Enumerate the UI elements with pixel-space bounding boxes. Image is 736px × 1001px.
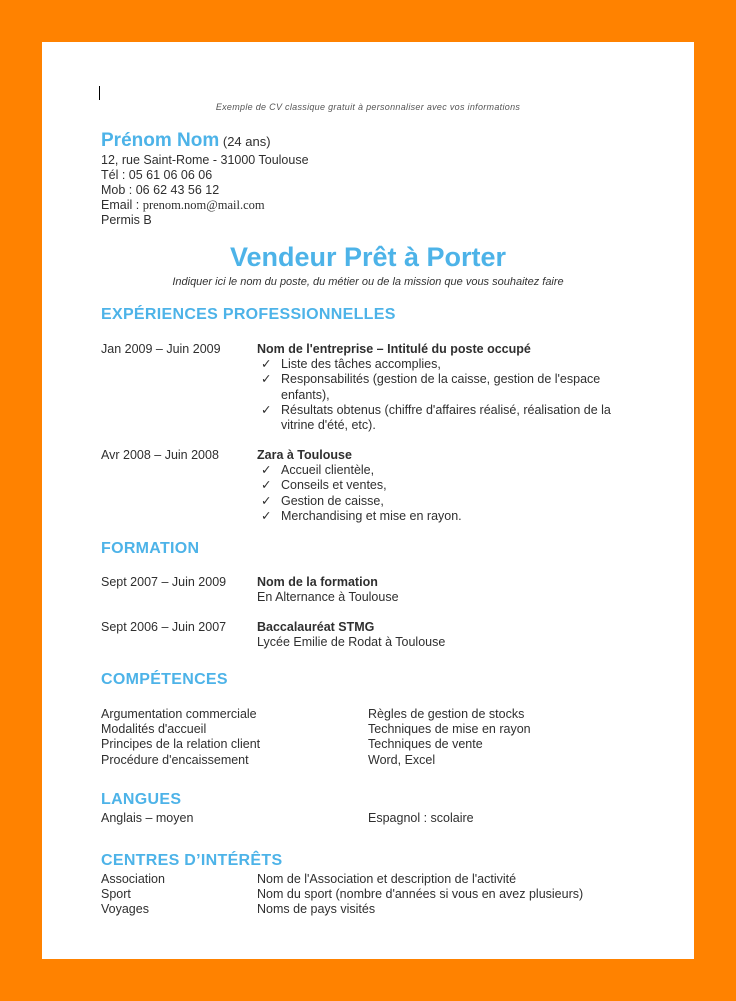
list-item: Principes de la relation client — [101, 737, 261, 752]
language-item: Anglais – moyen — [101, 811, 194, 825]
check-icon: ✓ — [261, 463, 272, 478]
email-line — [101, 198, 265, 213]
section-experiences: EXPÉRIENCES PROFESSIONNELLES — [101, 306, 396, 323]
list-item: ✓ Accueil clientèle, — [261, 463, 375, 478]
list-item: ✓ Gestion de caisse, — [261, 493, 384, 508]
experience-title: Zara à Toulouse — [257, 448, 352, 462]
check-icon: ✓ — [261, 493, 272, 508]
experience-entry — [257, 448, 641, 524]
section-langues: LANGUES — [101, 791, 182, 808]
check-icon: ✓ — [261, 357, 272, 372]
list-item: Sport — [101, 887, 131, 902]
list-item: Noms de pays visités — [257, 902, 376, 917]
list-item: Procédure d'encaissement — [101, 752, 249, 767]
list-item: Word, Excel — [368, 752, 436, 767]
experience-entry — [257, 342, 641, 433]
check-icon: ✓ — [261, 508, 272, 523]
check-icon: ✓ — [261, 402, 272, 417]
page-subtitle: Exemple de CV classique gratuit à personnaliser avec vos informations — [215, 102, 521, 112]
list-item: Nom du sport (nombre d'années si vous en avez plusieurs) — [257, 887, 584, 902]
address: 12, rue Saint-Rome - 31000 Toulouse — [101, 153, 309, 167]
list-item: Règles de gestion de stocks — [368, 707, 525, 721]
formation-dates: Sept 2007 – Juin 2009 — [101, 575, 227, 589]
list-item: Argumentation commerciale — [101, 707, 257, 721]
candidate-name: Prénom Nom — [101, 130, 220, 151]
formation-detail: En Alternance à Toulouse — [257, 590, 399, 605]
email-value: prenom.nom@mail.com — [142, 198, 265, 212]
list-item: Nom de l'Association et description de l'activité — [257, 872, 517, 886]
cv-page — [42, 42, 694, 959]
interests-names — [101, 872, 165, 918]
email-label: Email : — [101, 198, 143, 212]
name-line — [101, 130, 271, 152]
language-item: Espagnol : scolaire — [368, 811, 474, 825]
formation-title: Baccalauréat STMG — [257, 620, 375, 634]
check-icon: ✓ — [261, 478, 272, 493]
job-title: Vendeur Prêt à Porter — [229, 242, 507, 272]
formation-title: Nom de la formation — [257, 575, 378, 589]
check-icon: ✓ — [261, 372, 272, 387]
phone: Tél : 05 61 06 06 06 — [101, 168, 213, 182]
list-item: Techniques de mise en rayon — [368, 722, 531, 737]
section-competences: COMPÉTENCES — [101, 671, 228, 688]
candidate-age: (24 ans) — [222, 134, 271, 149]
interests-details — [257, 872, 583, 918]
list-item: ✓ Responsabilités (gestion de la caisse, gestion de l'espace enfants), — [261, 372, 601, 402]
list-item: Voyages — [101, 902, 149, 917]
section-interets: CENTRES D’INTÉRÊTS — [101, 852, 283, 869]
list-item: ✓ Résultats obtenus (chiffre d'affaires réalisé, réalisation de la vitrine d'été, etc). — [261, 402, 611, 433]
formation-detail: Lycée Emilie de Rodat à Toulouse — [257, 635, 446, 650]
formation-entry — [257, 620, 445, 650]
driving-licence: Permis B — [101, 213, 152, 227]
competences-right — [368, 707, 531, 768]
list-item: ✓ Conseils et ventes, — [261, 478, 387, 493]
experience-title: Nom de l'entreprise – Intitulé du poste occupé — [257, 342, 531, 356]
section-formation: FORMATION — [101, 540, 200, 557]
list-item: Modalités d'accueil — [101, 722, 207, 737]
formation-entry — [257, 575, 399, 605]
list-item: ✓ Merchandising et mise en rayon. — [261, 508, 462, 523]
experience-bullets — [257, 463, 641, 524]
formation-dates: Sept 2006 – Juin 2007 — [101, 620, 227, 634]
experience-bullets — [257, 357, 641, 433]
text-cursor — [99, 86, 100, 100]
experience-dates: Avr 2008 – Juin 2008 — [101, 448, 219, 462]
list-item: Association — [101, 872, 165, 886]
list-item: Techniques de vente — [368, 737, 483, 752]
list-item: ✓ Liste des tâches accomplies, — [261, 357, 441, 372]
mobile: Mob : 06 62 43 56 12 — [101, 183, 220, 197]
job-description: Indiquer ici le nom du poste, du métier ou de la mission que vous souhaitez faire — [172, 276, 564, 288]
experience-dates: Jan 2009 – Juin 2009 — [101, 342, 221, 356]
competences-left — [101, 707, 260, 768]
